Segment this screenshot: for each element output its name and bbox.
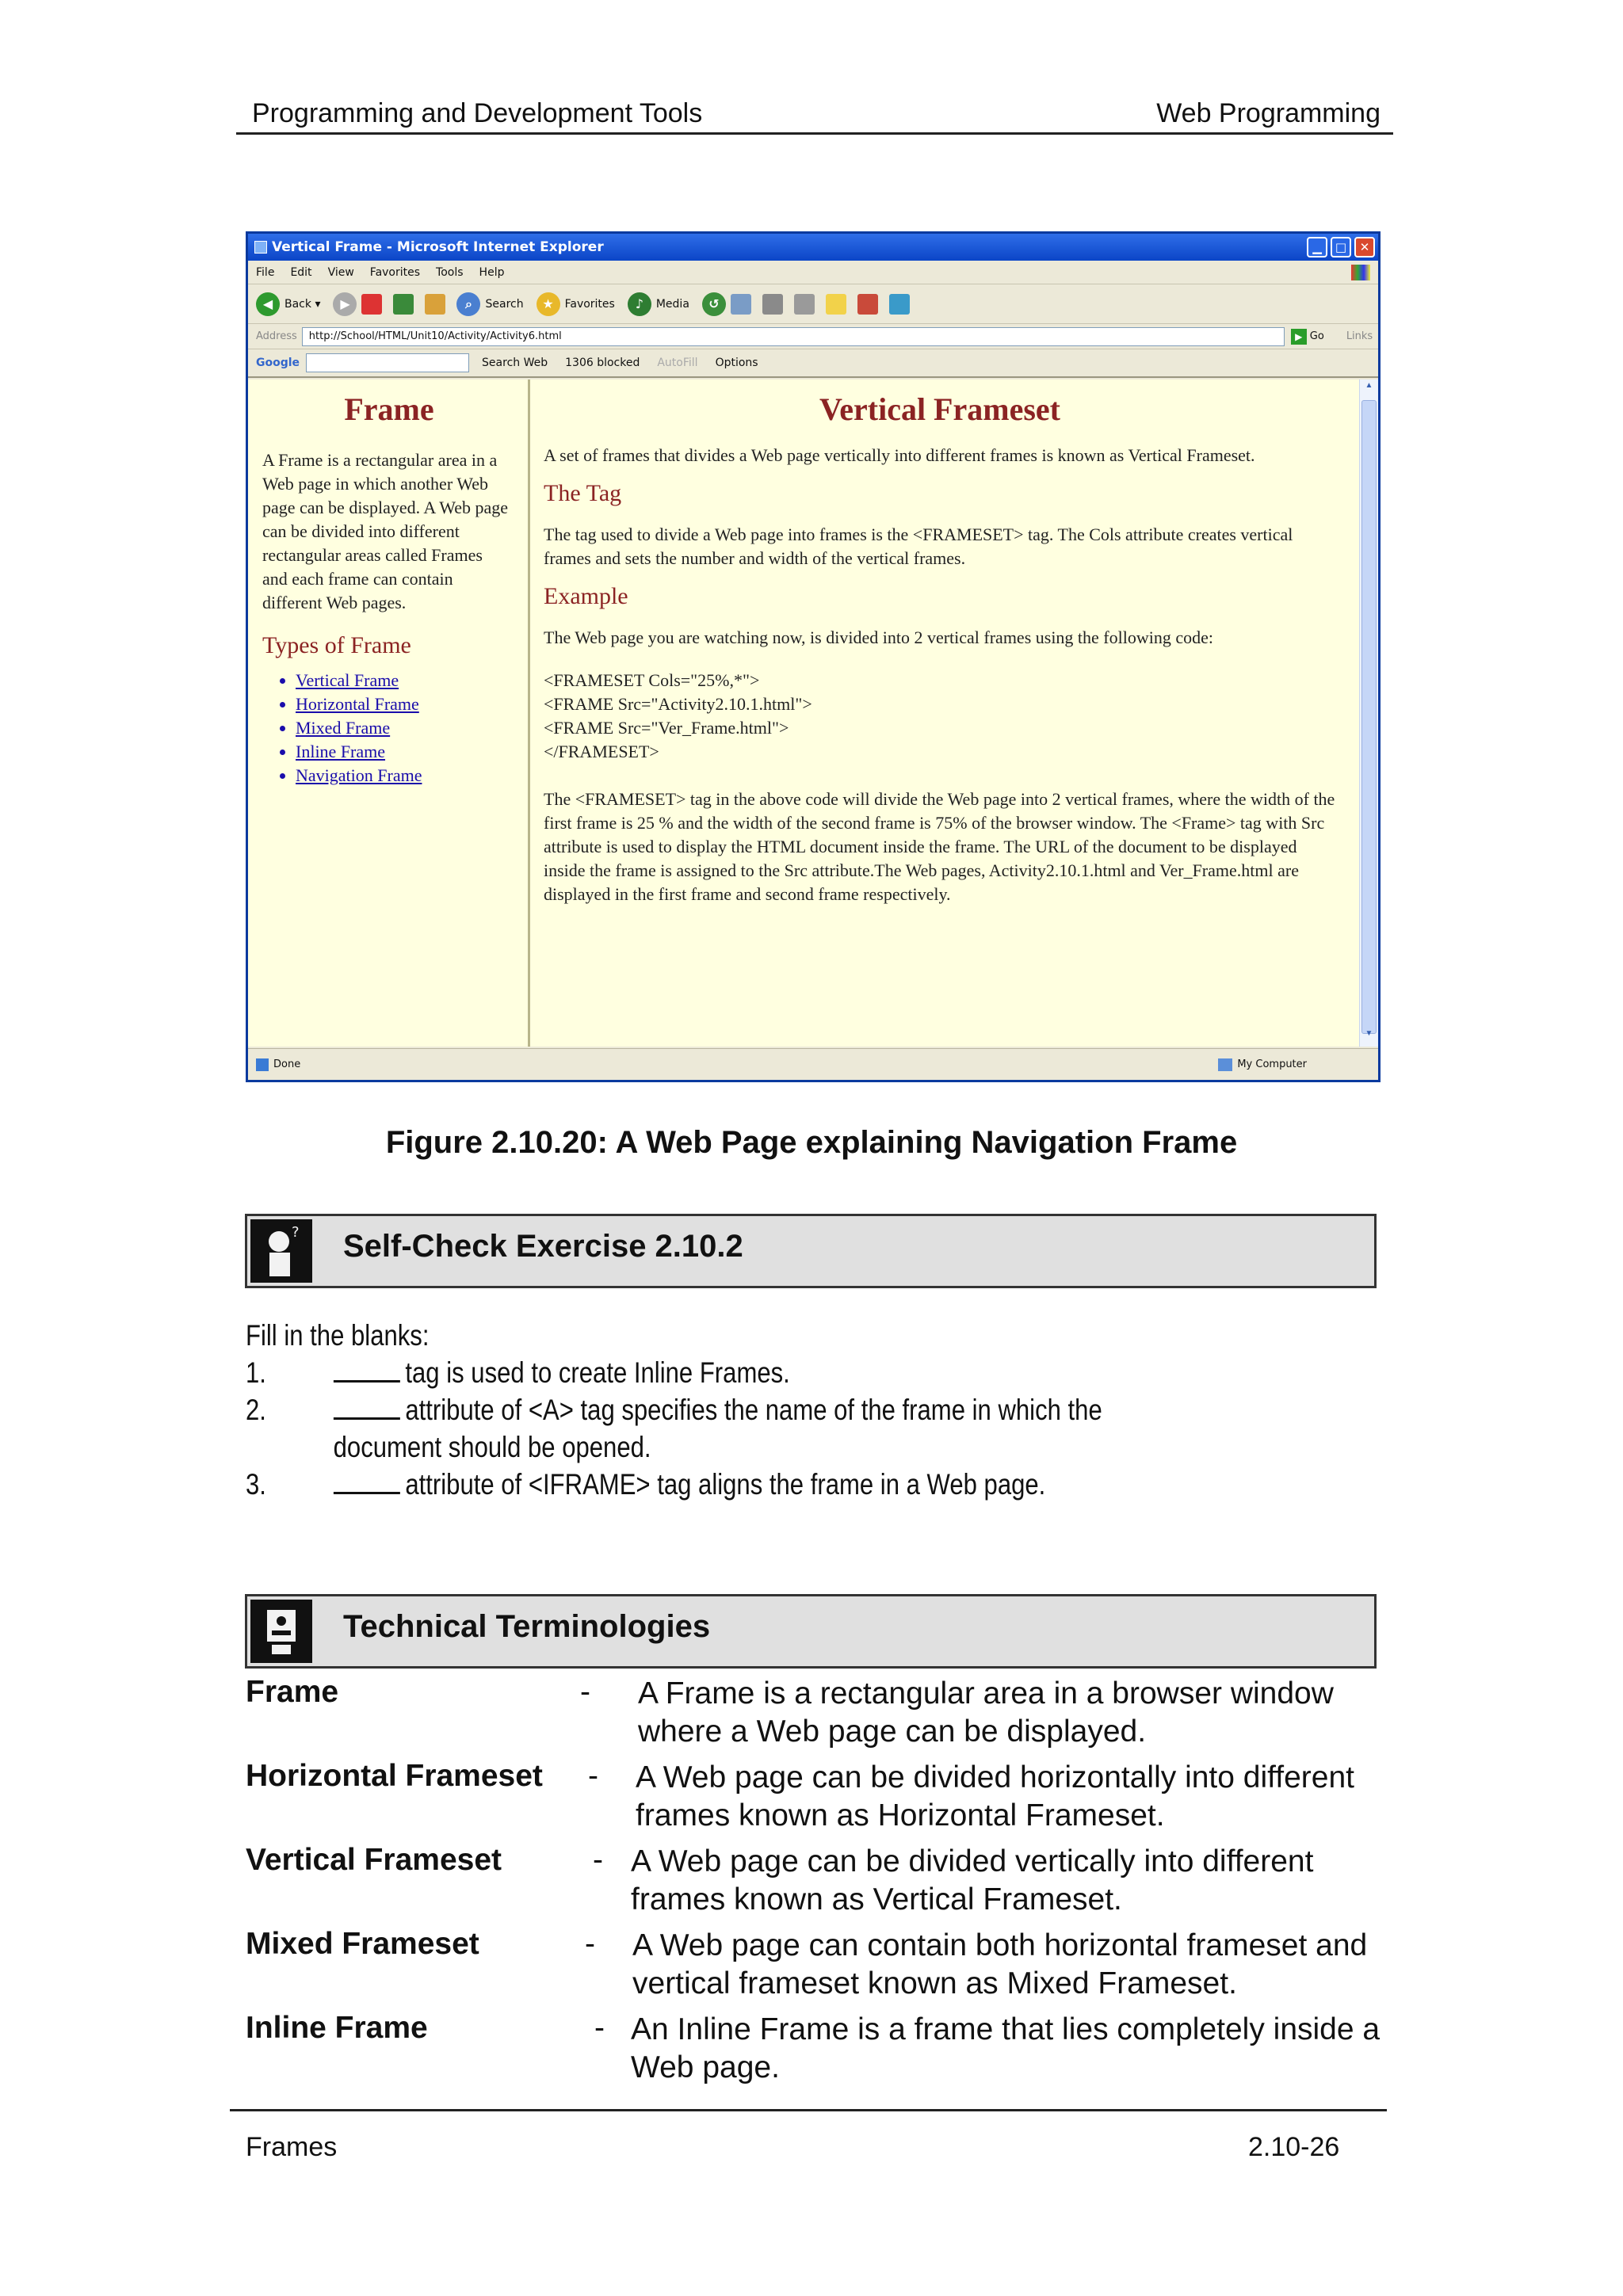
- tag-heading: The Tag: [544, 480, 622, 506]
- page-footer: [230, 2109, 1387, 2162]
- tag-text: The tag used to divide a Web page into frames is the <FRAMESET> tag. The Cols attribute creates vertical frames and sets the number and width of the vertical frames.: [544, 524, 1293, 568]
- answer-blank: [334, 1356, 400, 1383]
- media-icon: ♪: [628, 292, 651, 316]
- term-name: Mixed Frameset: [246, 1927, 479, 1961]
- close-icon: ✕: [1354, 237, 1375, 257]
- term-dash: -: [593, 1843, 603, 1877]
- item-number: 2.: [246, 1394, 266, 1426]
- address-label: Address: [256, 330, 297, 342]
- left-frame-text: A Frame is a rectangular area in a Web page in which another Web page can be displayed. A Web page can be divided into different rectangular areas called Frames and each frame can contain different Web pages.: [262, 450, 508, 612]
- right-frame-intro: A set of frames that divides a Web page vertically into different frames is known as Vertical Frameset.: [544, 445, 1255, 465]
- browser-statusbar: [248, 1048, 1378, 1080]
- term-dash: -: [588, 1759, 598, 1793]
- term-row: [246, 1675, 1387, 1759]
- answer-blank: [334, 1467, 400, 1494]
- term-row: [246, 1927, 1387, 2011]
- item-text: tag is used to create Inline Frames.: [405, 1356, 790, 1389]
- search-icon: ⌕: [456, 292, 480, 316]
- zone-label: My Computer: [1237, 1058, 1307, 1070]
- left-frame-heading: Frame: [344, 391, 434, 427]
- answer-blank: [334, 1393, 400, 1420]
- thinking-person-icon: [250, 1219, 312, 1283]
- windows-flag-icon: [1351, 265, 1370, 280]
- link-inline-frame: • Inline Frame: [296, 740, 528, 764]
- tool-icon: [889, 294, 910, 315]
- exercise-item: [246, 1391, 1205, 1466]
- scroll-thumb: [1361, 400, 1377, 1034]
- back-label: Back: [285, 297, 311, 311]
- code-line: <FRAMESET Cols="25%,*">: [544, 670, 760, 690]
- explanation-text: The <FRAMESET> tag in the above code will divide the Web page into 2 vertical frames, where the width of the first frame is 25 % and the width of the second frame is 75% of the browser window. The <Frame> tag with Src attribute is used to display the HTML document inside the frame. The URL of the document to be displayed inside the frame is assigned to the Src attribute.The Web pages, Activity2.10.1.html and Ver_Frame.html are displayed in the first frame and second frame respectively.: [544, 789, 1335, 904]
- browser-titlebar: [248, 234, 1378, 261]
- page-number: 2.10-26: [1248, 2132, 1340, 2162]
- terminology-list: [246, 1675, 1387, 2095]
- item-number: 3.: [246, 1468, 266, 1501]
- term-name: Inline Frame: [246, 2011, 428, 2045]
- minimize-icon: ▁: [1307, 237, 1327, 257]
- stop-icon: [361, 294, 382, 315]
- item-text: attribute of <A> tag specifies the name of the frame in which the document should be opened.: [333, 1394, 1102, 1463]
- link-vertical-frame: • Vertical Frame: [296, 669, 528, 692]
- go-button: [1291, 329, 1324, 345]
- term-definition: A Frame is a rectangular area in a browser window where a Web page can be displayed.: [638, 1676, 1334, 1749]
- page-icon: [256, 1058, 269, 1071]
- address-url: http://School/HTML/Unit10/Activity/Activity6.html: [308, 330, 562, 342]
- options-button: Options: [715, 357, 758, 369]
- menu-help: Help: [479, 265, 505, 279]
- figure-caption: Figure 2.10.20: A Web Page explaining Navigation Frame: [385, 1125, 1238, 1160]
- browser-menubar: [248, 261, 1378, 284]
- code-line: <FRAME Src="Activity2.10.1.html">: [544, 694, 812, 714]
- home-icon: [425, 294, 445, 315]
- term-row: [246, 1759, 1387, 1843]
- popup-blocked-count: 1306 blocked: [565, 357, 640, 369]
- link-navigation-frame: • Navigation Frame: [296, 764, 528, 788]
- term-row: [246, 2011, 1387, 2095]
- refresh-icon: [393, 294, 414, 315]
- media-button: [628, 292, 689, 316]
- browser-toolbar: [248, 284, 1378, 324]
- term-name: Vertical Frameset: [246, 1843, 502, 1877]
- browser-screenshot: [246, 231, 1381, 1082]
- terminology-banner: [245, 1594, 1377, 1669]
- back-arrow-icon: ◀: [256, 292, 280, 316]
- self-check-banner: [245, 1214, 1377, 1288]
- menu-view: View: [327, 265, 354, 279]
- code-line: </FRAMESET>: [544, 742, 659, 761]
- example-heading: Example: [544, 583, 628, 609]
- favorites-label: Favorites: [564, 297, 615, 311]
- computer-icon: [1218, 1058, 1232, 1071]
- term-definition: A Web page can be divided vertically into different frames known as Vertical Frameset.: [631, 1844, 1314, 1917]
- term-row: [246, 1843, 1387, 1927]
- left-frame: [248, 379, 530, 1047]
- menu-edit: Edit: [290, 265, 312, 279]
- term-definition: A Web page can be divided horizontally into different frames known as Horizontal Frameset.: [636, 1760, 1354, 1833]
- exercise-instruction: Fill in the blanks:: [246, 1319, 430, 1352]
- code-line: <FRAME Src="Ver_Frame.html">: [544, 718, 789, 738]
- media-label: Media: [655, 297, 689, 311]
- forward-arrow-icon: ▶: [333, 292, 357, 316]
- footer-chapter: Frames: [246, 2132, 338, 2162]
- scroll-up-icon: ▲: [1365, 381, 1373, 390]
- search-button: [456, 292, 523, 316]
- exercise-item: [246, 1354, 1205, 1391]
- star-icon: ★: [537, 292, 560, 316]
- code-block: [544, 669, 1357, 764]
- terminology-title: Technical Terminologies: [343, 1609, 711, 1644]
- go-label: Go: [1309, 330, 1324, 342]
- vertical-scrollbar: [1359, 379, 1378, 1047]
- example-text: The Web page you are watching now, is divided into 2 vertical frames using the following code:: [544, 627, 1214, 647]
- links-label: Links: [1346, 330, 1373, 342]
- header-section-title: Web Programming: [1156, 98, 1381, 128]
- page-header: [236, 93, 1393, 135]
- google-toolbar: [248, 349, 1378, 378]
- term-definition: A Web page can contain both horizontal frameset and vertical frameset known as Mixed Frameset.: [632, 1928, 1368, 2000]
- svg-text:?: ?: [292, 1224, 300, 1241]
- ie-icon: [254, 241, 267, 254]
- robot-icon: [250, 1600, 312, 1663]
- status-text: Done: [273, 1058, 301, 1070]
- browser-title: Vertical Frame - Microsoft Internet Explorer: [272, 239, 604, 255]
- frame-type-list: [296, 669, 528, 788]
- menu-favorites: Favorites: [369, 265, 421, 279]
- google-logo: Google: [256, 357, 300, 369]
- security-zone: [1218, 1058, 1307, 1071]
- term-definition: An Inline Frame is a frame that lies completely inside a Web page.: [631, 2012, 1381, 2084]
- term-dash: -: [585, 1927, 595, 1961]
- autofill-button: AutoFill: [657, 357, 698, 369]
- print-icon: [762, 294, 783, 315]
- maximize-icon: □: [1331, 237, 1351, 257]
- edit-icon: [794, 294, 815, 315]
- messenger-icon: [857, 294, 878, 315]
- right-frame: [533, 379, 1357, 1047]
- history-icon: ↺: [702, 292, 726, 316]
- right-frame-heading: Vertical Frameset: [819, 391, 1060, 427]
- mail-icon: [731, 294, 751, 315]
- menu-file: File: [256, 265, 275, 279]
- term-dash: -: [580, 1675, 590, 1709]
- browser-content: [248, 379, 1378, 1047]
- term-dash: -: [594, 2011, 605, 2045]
- link-horizontal-frame: • Horizontal Frame: [296, 692, 528, 716]
- google-search-input: [306, 353, 469, 372]
- search-label: Search: [485, 297, 524, 311]
- favorites-button: [537, 292, 615, 316]
- address-field: [302, 327, 1285, 346]
- types-heading: Types of Frame: [262, 632, 411, 658]
- exercise-item: [246, 1466, 1205, 1503]
- back-button: ◀ Back ▾: [256, 292, 320, 316]
- self-check-title: Self-Check Exercise 2.10.2: [343, 1229, 743, 1264]
- fill-in-blanks-exercise: [246, 1317, 1205, 1503]
- header-book-title: Programming and Development Tools: [252, 98, 703, 128]
- go-arrow-icon: ▶: [1291, 329, 1307, 345]
- scroll-down-icon: ▼: [1365, 1029, 1373, 1038]
- item-text: attribute of <IFRAME> tag aligns the frame in a Web page.: [405, 1468, 1046, 1501]
- link-mixed-frame: • Mixed Frame: [296, 716, 528, 740]
- item-number: 1.: [246, 1356, 266, 1389]
- address-bar: [248, 324, 1378, 349]
- menu-tools: Tools: [436, 265, 464, 279]
- folder-icon: [826, 294, 846, 315]
- search-web-button: Search Web: [482, 357, 548, 369]
- term-name: Frame: [246, 1675, 339, 1709]
- term-name: Horizontal Frameset: [246, 1759, 543, 1793]
